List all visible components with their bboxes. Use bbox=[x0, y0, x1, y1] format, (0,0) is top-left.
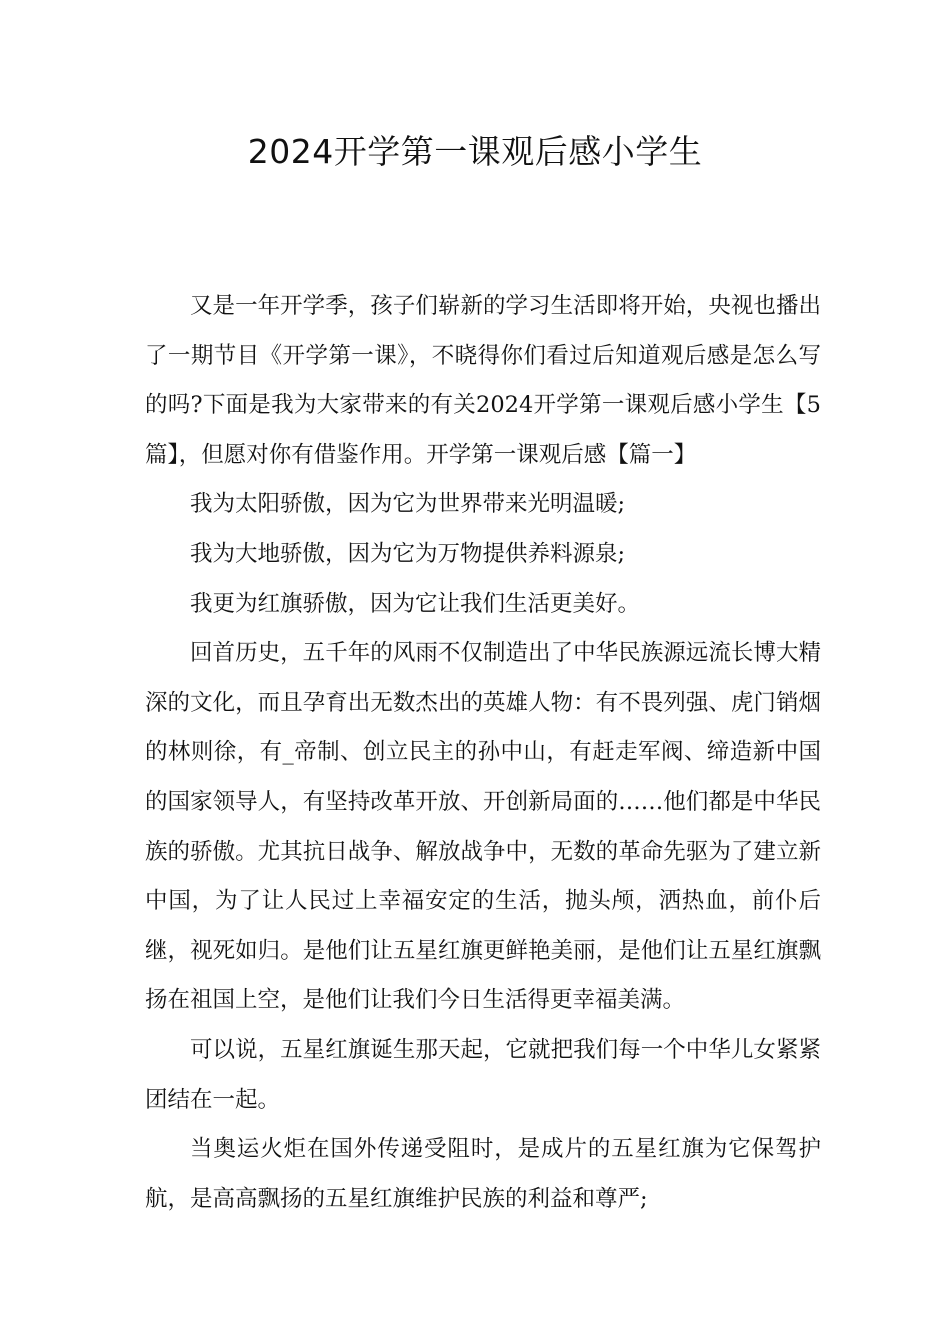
paragraph-flag: 我更为红旗骄傲，因为它让我们生活更美好。 bbox=[190, 590, 641, 617]
paragraph-history: 回首历史，五千年的风雨不仅制造出了中华民族源远流长博大精深的文化，而且孕育出无数杰出的英雄人物：有不畏列强、虎门销烟的林则徐，有_帝制、创立民主的孙中山，有赶走军阀、缔造新中国的国家领导人，有坚持改革开放、开创新局面的……他们都是中华民族的骄傲。尤其抗日战争、解放战争中，无数的革命先驱为了建立新中国，为了让人民过上幸福安定的生活，抛头颅，洒热血，前仆后继，视死如归。是他们让五星红旗更鲜艳美丽，是他们让五星红旗飘扬在祖国上空，是他们让我们今日生活得更幸福美满。 bbox=[145, 640, 821, 1014]
paragraph-earth: 我为大地骄傲，因为它为万物提供养料源泉; bbox=[190, 540, 626, 567]
document-body bbox=[145, 282, 821, 1224]
paragraph-unity: 可以说，五星红旗诞生那天起，它就把我们每一个中华儿女紧紧团结在一起。 bbox=[145, 1036, 821, 1113]
document-title: 2024开学第一课观后感小学生 bbox=[247, 132, 703, 171]
paragraph-olympic-torch: 当奥运火炬在国外传递受阻时，是成片的五星红旗为它保驾护航，是高高飘扬的五星红旗维护民族的利益和尊严; bbox=[145, 1136, 821, 1212]
paragraph-sun: 我为太阳骄傲，因为它为世界带来光明温暖; bbox=[190, 491, 626, 518]
paragraph-intro: 又是一年开学季，孩子们崭新的学习生活即将开始，央视也播出了一期节目《开学第一课》，不晓得你们看过后知道观后感是怎么写的吗?下面是我为大家带来的有关2024开学第一课观后感小学生【5篇】，但愿对你有借鉴作用。开学第一课观后感【篇一】 bbox=[145, 293, 821, 468]
